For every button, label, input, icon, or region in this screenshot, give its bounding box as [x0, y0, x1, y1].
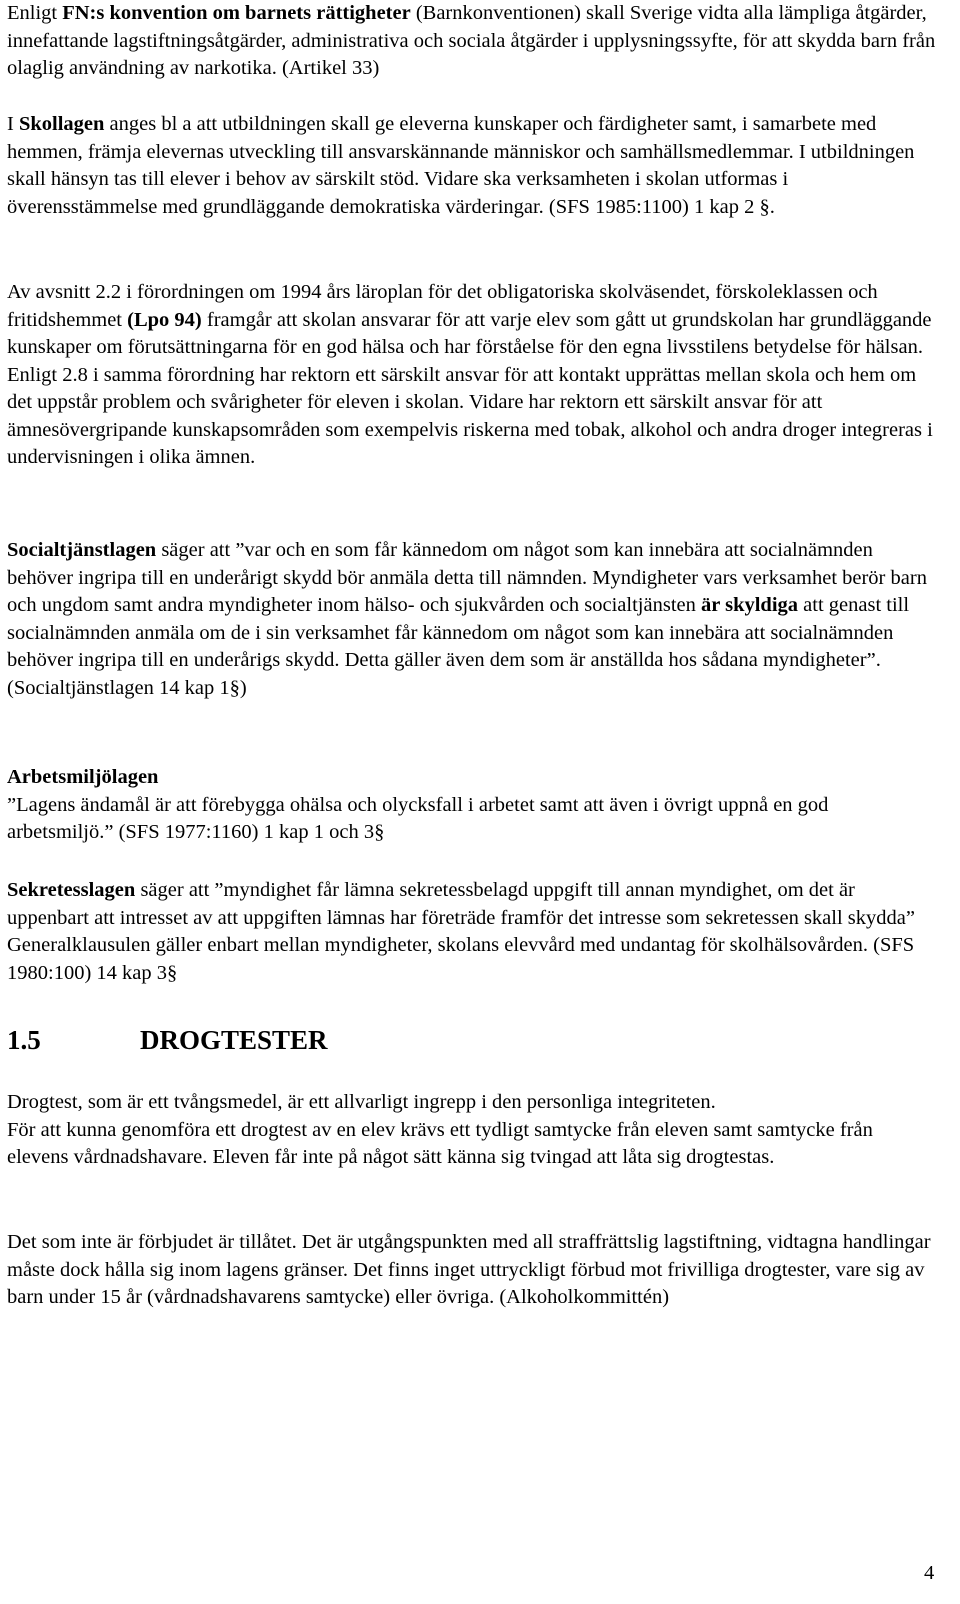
text-run: I — [7, 113, 19, 135]
section-title: DROGTESTER — [140, 1025, 328, 1055]
bold-term: (Lpo 94) — [127, 308, 202, 331]
text-run: (Barnkonventionen) skall Sverige vidta alla lämpliga åtgärder, innefattande lagstiftningsåtgärder, administrativa och sociala åtgärder i upplysningssyfte, för att skydda barn från olaglig användning av narkotika. (Artikel 33) — [7, 2, 936, 79]
section-number: 1.5 — [7, 1025, 41, 1055]
paragraph-skollagen — [7, 111, 937, 221]
paragraph-arbetsmiljolagen — [7, 764, 937, 847]
section-heading — [7, 1023, 328, 1057]
paragraph-barnkonventionen — [7, 0, 937, 83]
paragraph-socialtjanstlagen — [7, 537, 937, 702]
paragraph-drogtest-intro — [7, 1089, 937, 1172]
bold-term: FN:s konvention om barnets rättigheter — [62, 2, 411, 24]
bold-term: Arbetsmiljölagen — [7, 766, 159, 788]
text-run: säger att ”myndighet får lämna sekretessbelagd uppgift till annan myndighet, om det är uppenbart att intresset av att uppgiften lämnas har företräde framför det intresse som sekretessen skall skydda” Generalklausulen gäller enbart mellan myndigheter, skolans elevvård med undantag för skolhälsovården. (SFS 1980:100) 14 kap 3§ — [7, 879, 915, 984]
text-run: Drogtest, som är ett tvångsmedel, är ett allvarligt ingrepp i den personliga integriteten. — [7, 1091, 716, 1113]
bold-term: är skyldiga — [701, 594, 799, 616]
text-run: Det som inte är förbjudet är tillåtet. Det är utgångspunkten med all straffrättslig lagstiftning, vidtagna handlingar måste dock hålla sig inom lagens gränser. Det finns inget uttryckligt förbud mot frivilliga drogtester, vare sig av barn under 15 år (vårdnadshavarens samtycke) eller övriga. (Alkoholkommittén) — [7, 1231, 931, 1308]
text-run: framgår att skolan ansvarar för att varje elev som gått ut grundskolan har grundläggande kunskaper om förutsättningarna för en god hälsa och har förståelse för den egna livsstilens betydelse för hälsan. Enligt 2.8 i samma förordning har rektorn ett särskilt ansvar för att kontakt upprättas mellan skola och hem om det uppstår problem och svårigheter för eleven i skolan. Vidare har rektorn ett särskilt ansvar för att ämnesövergripande kunskapsområden som exempelvis riskerna med tobak, alkohol och andra droger integreras i undervisningen i olika ämnen. — [7, 308, 933, 468]
bold-term: Socialtjänstlagen — [7, 539, 157, 561]
bold-term: Sekretesslagen — [7, 879, 136, 901]
bold-term: Skollagen — [18, 113, 105, 135]
text-run: Enligt — [7, 2, 63, 24]
page-number: 4 — [924, 1562, 935, 1584]
text-run: Av avsnitt 2.2 i förordningen om 1994 års läroplan för det obligatoriska skolväsendet, förskoleklassen och fritidshemmet — [7, 281, 878, 331]
text-run: ”Lagens ändamål är att förebygga ohälsa och olycksfall i arbetet samt att även i övrigt uppnå en god arbetsmiljö.” (SFS 1977:1160) 1 kap 1 och 3§ — [7, 793, 829, 843]
paragraph-drogtest-lagstiftning — [7, 1229, 937, 1312]
text-run: att genast till socialnämnden anmäla om de i sin verksamhet får kännedom om något som kan innebära att socialnämnden behöver ingripa till en underårigs skydd. Detta gäller även dem som är anställda hos sådana myndigheter”. (Socialtjänstlagen 14 kap 1§) — [7, 594, 910, 699]
paragraph-lpo94 — [7, 279, 937, 472]
text-run: säger att ”var och en som får kännedom om något som kan innebära att socialnämnden behöver ingripa till en underårigt skydd bör anmäla detta till nämnden. Myndigheter vars verksamhet berör barn och ungdom samt andra myndigheter inom hälso- och sjukvården och socialtjänsten — [7, 539, 927, 616]
text-run: anges bl a att utbildningen skall ge eleverna kunskaper och färdigheter samt, i samarbete med hemmen, främja elevernas utveckling till ansvarskännande människor och samhällsmedlemmar. I utbildningen skall hänsyn tas till elever i behov av särskilt stöd. Vidare ska verksamheten i skolan utformas i överensstämmelse med grundläggande demokratiska värderingar. (SFS 1985:1100) 1 kap 2 §. — [7, 113, 915, 218]
paragraph-sekretesslagen — [7, 877, 937, 987]
text-run: För att kunna genomföra ett drogtest av en elev krävs ett tydligt samtycke från eleven samt samtycke från elevens vårdnadshavare. Eleven får inte på något sätt känna sig tvingad att låta sig drogtestas. — [7, 1118, 873, 1168]
